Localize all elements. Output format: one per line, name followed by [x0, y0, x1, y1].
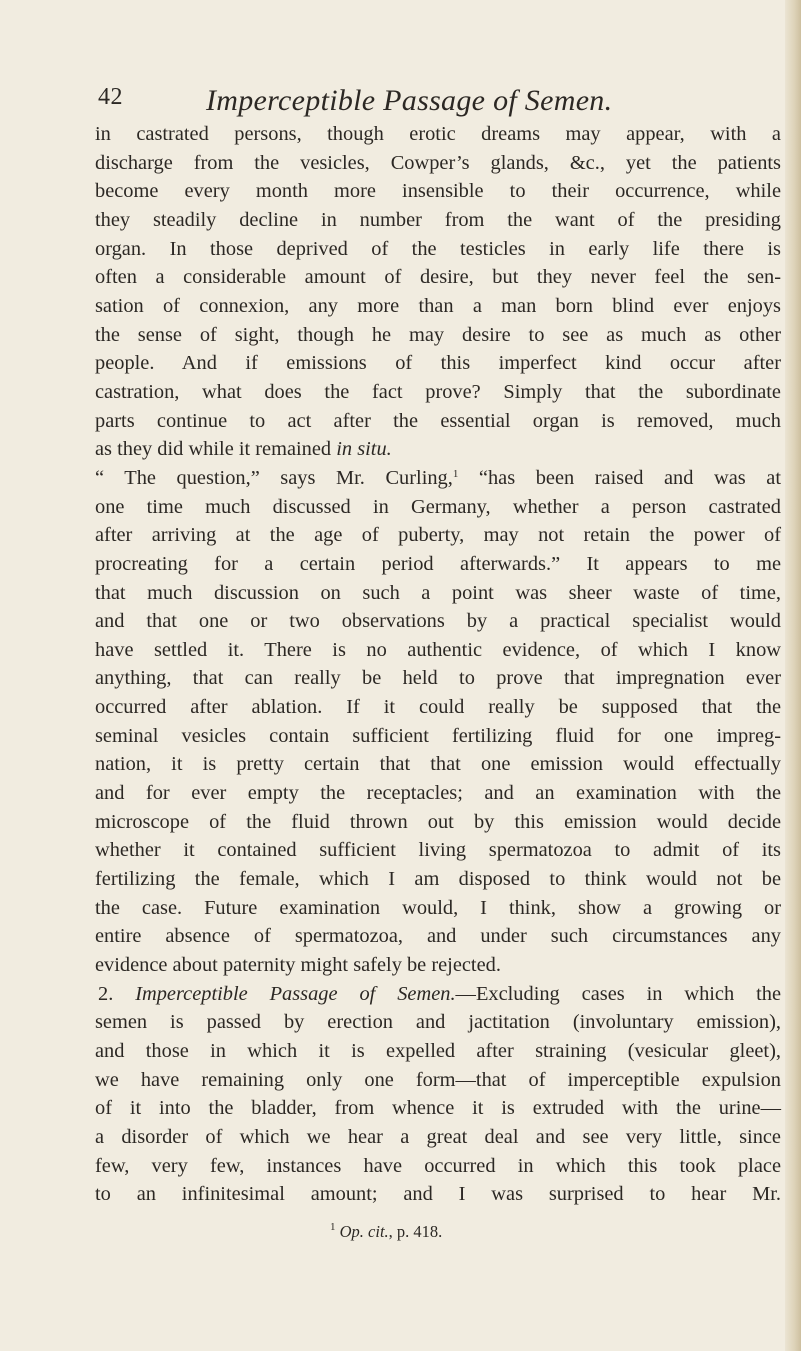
text-line: [95, 550, 781, 579]
text-line: [95, 120, 781, 149]
line-text: of it into the bladder, from whence it is extruded with the urine—: [95, 1097, 781, 1120]
line-text: few, very few, instances have occurred in which this took place: [95, 1154, 781, 1177]
line-text: nation, it is pretty certain that that one emission would effectually: [95, 753, 781, 776]
line-text: 2.: [98, 982, 136, 1005]
text-line: [95, 149, 781, 178]
text-line: [95, 750, 781, 779]
footnote-citation: Op. cit.: [339, 1222, 389, 1241]
text-line: [95, 693, 781, 722]
line-text: have settled it. There is no authentic evidence, of which I know: [95, 638, 781, 661]
line-text: “has been raised and was at: [458, 466, 782, 489]
line-text: the case. Future examination would, I think, show a growing or: [95, 896, 781, 919]
running-head: Imperceptible Passage of Semen.: [206, 84, 613, 117]
text-line: [95, 894, 781, 923]
line-text: castration, what does the fact prove? Simply that the subordinate: [95, 380, 781, 403]
text-line: [95, 521, 781, 550]
text-line: [95, 865, 781, 894]
line-text: entire absence of spermatozoa, and under such circumstances any: [95, 925, 781, 948]
text-line: [95, 1037, 781, 1066]
text-line: [95, 951, 781, 980]
line-text: fertilizing the female, which I am disposed to think would not be: [95, 868, 781, 891]
line-text: parts continue to act after the essential organ is removed, much: [95, 409, 781, 432]
body-text: [95, 120, 781, 1209]
text-line: [95, 1180, 781, 1209]
line-text: we have remaining only one form—that of imperceptible expulsion: [95, 1068, 781, 1091]
line-text: evidence about paternity might safely be rejected.: [95, 954, 501, 977]
text-line: [95, 664, 781, 693]
line-text: people. And if emissions of this imperfect kind occur after: [95, 352, 781, 375]
text-line: [95, 407, 781, 436]
line-text: become every month more insensible to their occurrence, while: [95, 180, 781, 203]
line-text: and that one or two observations by a practical specialist would: [95, 610, 781, 633]
text-line: [95, 1094, 781, 1123]
line-text: that much discussion on such a point was sheer waste of time,: [95, 581, 781, 604]
text-line: [95, 722, 781, 751]
text-line: [95, 435, 781, 464]
line-text: a disorder of which we hear a great deal and see very little, since: [95, 1125, 781, 1148]
footnote-reference: 1: [452, 467, 459, 480]
text-line: [95, 808, 781, 837]
text-line: [95, 579, 781, 608]
italic-text: Imperceptible Passage of Semen.: [135, 982, 456, 1005]
text-line: [95, 464, 781, 493]
text-line: [95, 235, 781, 264]
footnote-page-ref: , p. 418.: [388, 1222, 443, 1241]
text-line: [95, 1152, 781, 1181]
line-text: organ. In those deprived of the testicles in early life there is: [95, 237, 781, 260]
line-text: in castrated persons, though erotic dreams may appear, with a: [95, 123, 781, 145]
line-text: semen is passed by erection and jactitation (involuntary emission),: [95, 1011, 781, 1034]
line-text: seminal vesicles contain sufficient fertilizing fluid for one impreg-: [95, 724, 781, 747]
line-text: often a considerable amount of desire, but they never feel the sen-: [95, 266, 781, 289]
line-text: sation of connexion, any more than a man born blind ever enjoys: [95, 294, 781, 317]
text-line: [95, 493, 781, 522]
text-line: [95, 607, 781, 636]
line-text: discharge from the vesicles, Cowper’s glands, &c., yet the patients: [95, 151, 781, 174]
line-text: they steadily decline in number from the want of the presiding: [95, 208, 781, 231]
line-text: and those in which it is expelled after straining (vesicular gleet),: [95, 1040, 781, 1062]
text-line: [95, 922, 781, 951]
text-line: [95, 206, 781, 235]
text-line: [95, 349, 781, 378]
text-line: [95, 263, 781, 292]
footnote: [330, 1222, 442, 1242]
line-text: one time much discussed in Germany, whether a person castrated: [95, 495, 781, 518]
text-line: [95, 836, 781, 865]
line-text: microscope of the fluid thrown out by this emission would decide: [95, 810, 781, 833]
text-line: [95, 1008, 781, 1037]
text-line: [95, 636, 781, 665]
line-text: after arriving at the age of puberty, may not retain the power of: [95, 524, 781, 547]
page-edge-shadow: [785, 0, 801, 1351]
text-line: [95, 321, 781, 350]
line-text: the sense of sight, though he may desire to see as much as other: [95, 323, 781, 346]
text-line: [95, 292, 781, 321]
line-text: anything, that can really be held to prove that impregnation ever: [95, 667, 781, 690]
text-line: [95, 779, 781, 808]
line-text: procreating for a certain period afterwards.” It appears to me: [95, 552, 781, 575]
page-number: 42: [98, 84, 123, 110]
text-line: [95, 378, 781, 407]
text-line: [95, 980, 781, 1009]
italic-text: in situ.: [336, 438, 392, 461]
footnote-marker: 1: [330, 1221, 336, 1233]
line-text: and for ever empty the receptacles; and an examination with the: [95, 782, 781, 805]
line-text: whether it contained sufficient living spermatozoa to admit of its: [95, 839, 781, 862]
page-header: [0, 84, 801, 124]
line-text: “ The question,” says Mr. Curling,: [95, 466, 453, 489]
text-line: [95, 1066, 781, 1095]
line-text: —Excluding cases in which the: [455, 982, 781, 1005]
line-text: as they did while it remained: [95, 438, 337, 461]
text-line: [95, 177, 781, 206]
line-text: occurred after ablation. If it could really be supposed that the: [95, 696, 781, 719]
text-line: [95, 1123, 781, 1152]
line-text: to an infinitesimal amount; and I was surprised to hear Mr.: [95, 1183, 781, 1206]
